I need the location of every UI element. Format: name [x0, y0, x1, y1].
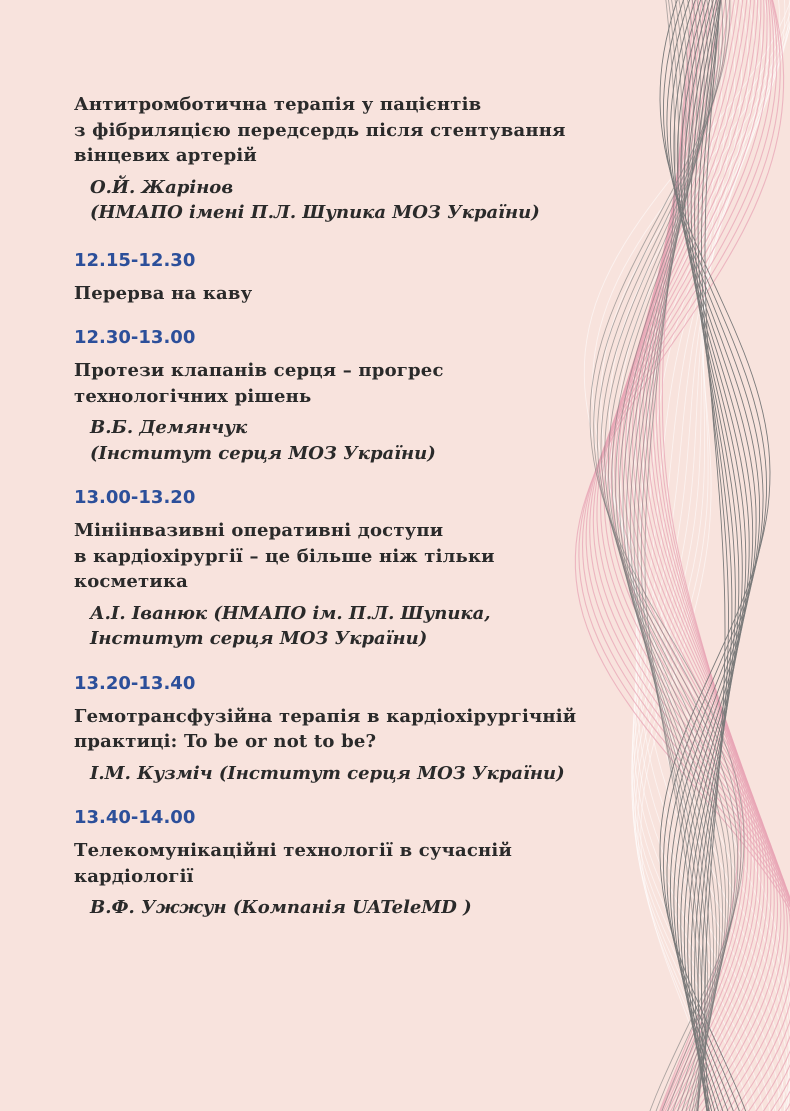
time-slot: 12.30-13.00	[74, 327, 196, 348]
speaker-name: І.М. Кузміч (Інститут серця МОЗ України)	[90, 762, 565, 784]
talk-title: Перерва на каву	[74, 282, 253, 304]
program-item	[74, 486, 654, 652]
speaker-name: В.Ф. Ужжун (Компанія UATeleMD )	[90, 897, 472, 918]
speaker-name: О.Й. Жарінов (НМАПО імені П.Л. Шупика МОЗ України)	[90, 176, 540, 223]
talk-title: Антитромботична терапія у пацієнтів з фібриляцією передсердь після стентування вінцевих артерій	[74, 94, 566, 166]
time-slot: 13.00-13.20	[74, 487, 196, 508]
program-item	[74, 326, 654, 466]
program-item	[74, 806, 654, 921]
program-schedule	[74, 92, 654, 941]
speaker-name: В.Б. Демянчук (Інститут серця МОЗ України)	[90, 417, 436, 464]
speaker-name: А.І. Іванюк (НМАПО ім. П.Л. Шупика, Інститут серця МОЗ України)	[90, 602, 491, 649]
program-item-intro	[74, 92, 654, 226]
program-item	[74, 249, 654, 307]
talk-title: Телекомунікаційні технології в сучасній кардіології	[74, 840, 512, 887]
time-slot: 12.15-12.30	[74, 249, 196, 271]
program-item	[74, 672, 654, 787]
talk-title: Гемотрансфузійна терапія в кардіохірургічній практиці: To be or not to be?	[74, 705, 577, 752]
talk-title: Мініінвазивні оперативні доступи в кардіохірургії – це більше ніж тільки косметика	[74, 520, 495, 592]
time-slot: 13.20-13.40	[74, 672, 196, 694]
talk-title: Протези клапанів серця – прогрес технологічних рішень	[74, 360, 444, 407]
time-slot: 13.40-14.00	[74, 807, 196, 828]
